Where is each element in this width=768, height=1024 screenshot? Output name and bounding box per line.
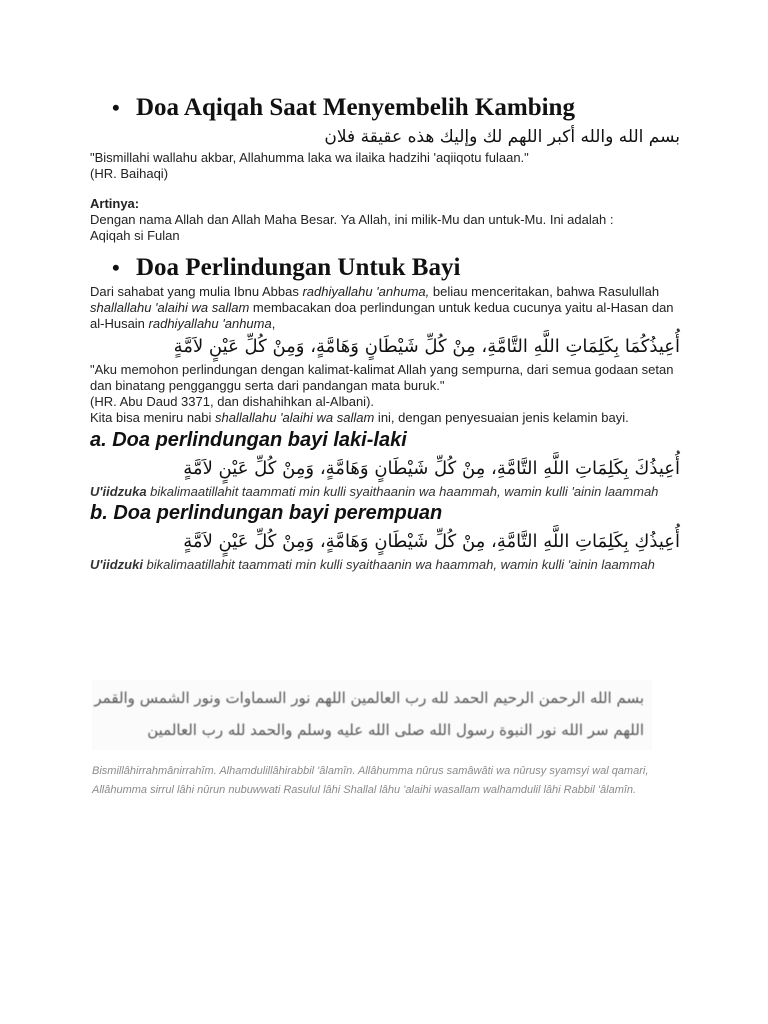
image-caption-transliteration: Bismillâhirrahmânirrahîm. Alhamdulillâhirabbil 'âlamîn. Allâhumma nûrus samâwâti wa nûrusy syamsyi wal qamari, Allâhumma sirrul lâhi nûrun nubuwwati Rasulul lâhi Shallal lâhu 'alaihi wasallam walhamdulil lâhi Rabbil 'âlamîn.	[92, 765, 649, 796]
translit-perempuan: U'iidzuki bikalimaatillahit taammati min kulli syaithaanin wa haammah, wamin kulli 'ainin laammah	[90, 557, 655, 572]
image-arabic-line-2: اللهم سر الله نور النبوة رسول الله صلى الله عليه وسلم والحمد لله رب العالمين	[147, 721, 644, 739]
translit-laki-laki: U'iidzuka bikalimaatillahit taammati min kulli syaithaanin wa haammah, wamin kulli 'ainin laammah	[90, 484, 659, 499]
latin-doa-aqiqah: "Bismillahi wallahu akbar, Allahumma laka wa ilaika hadzihi 'aqiiqotu fulaan."	[90, 150, 529, 165]
arabic-calligraphy-image	[92, 680, 652, 750]
arabic-doa-aqiqah: بسم الله والله أكبر اللهم لك وإليك هذه عقيقة فلان	[324, 127, 680, 147]
note-paragraph: Kita bisa meniru nabi shallallahu 'alaihi wa sallam ini, dengan penyesuaian jenis kelamin bayi.	[90, 410, 629, 425]
bullet-icon: •	[112, 255, 120, 280]
translation-text: "Aku memohon perlindungan dengan kalimat-kalimat Allah yang sempurna, dari semua godaan setan dan binatang pengganggu serta dari pandangan mata buruk."	[90, 362, 674, 393]
section-heading-perlindungan: • Doa Perlindungan Untuk Bayi	[90, 252, 680, 284]
artinya-label: Artinya:	[90, 196, 140, 211]
subheading-perempuan: b. Doa perlindungan bayi perempuan	[90, 502, 443, 524]
subheading-laki-laki: a. Doa perlindungan bayi laki-laki	[90, 429, 407, 451]
arabic-doa-perlindungan: أُعِيذُكُمَا بِكَلِمَاتِ اللَّهِ التَّامَّةِ، مِنْ كُلِّ شَيْطَانٍ وَهَامَّةٍ، وَمِنْ كُلِّ عَيْنٍ لاَمَّةٍ	[173, 336, 680, 357]
arabic-doa-perempuan: أُعِيذُكِ بِكَلِمَاتِ اللَّهِ التَّامَّةِ، مِنْ كُلِّ شَيْطَانٍ وَهَامَّةٍ، وَمِنْ كُلِّ عَيْنٍ لاَمَّةٍ	[183, 531, 680, 552]
intro-paragraph: Dari sahabat yang mulia Ibnu Abbas radhiyallahu 'anhuma, beliau menceritakan, bahwa Rasulullah shallallahu 'alaihi wa sallam membacakan doa perlindungan untuk kedua cucunya yaitu al-Hasan dan al-Husain radhiyallahu 'anhuma,	[90, 284, 674, 331]
bullet-icon: •	[112, 95, 120, 120]
source-abu-daud: (HR. Abu Daud 3371, dan dishahihkan al-Albani).	[90, 394, 375, 409]
document-content	[90, 92, 680, 572]
image-arabic-line-1: بسم الله الرحمن الرحيم الحمد لله رب العالمين اللهم نور السماوات ونور الشمس والقمر	[94, 689, 644, 707]
source-baihaqi: (HR. Baihaqi)	[90, 166, 169, 181]
arabic-doa-laki-laki: أُعِيذُكَ بِكَلِمَاتِ اللَّهِ التَّامَّةِ، مِنْ كُلِّ شَيْطَانٍ وَهَامَّةٍ، وَمِنْ كُلِّ عَيْنٍ لاَمَّةٍ	[183, 458, 680, 479]
section-heading-aqiqah: • Doa Aqiqah Saat Menyembelih Kambing	[90, 92, 680, 124]
artinya-text: Dengan nama Allah dan Allah Maha Besar. Ya Allah, ini milik-Mu dan untuk-Mu. Ini adalah : Aqiqah si Fulan	[90, 212, 614, 243]
